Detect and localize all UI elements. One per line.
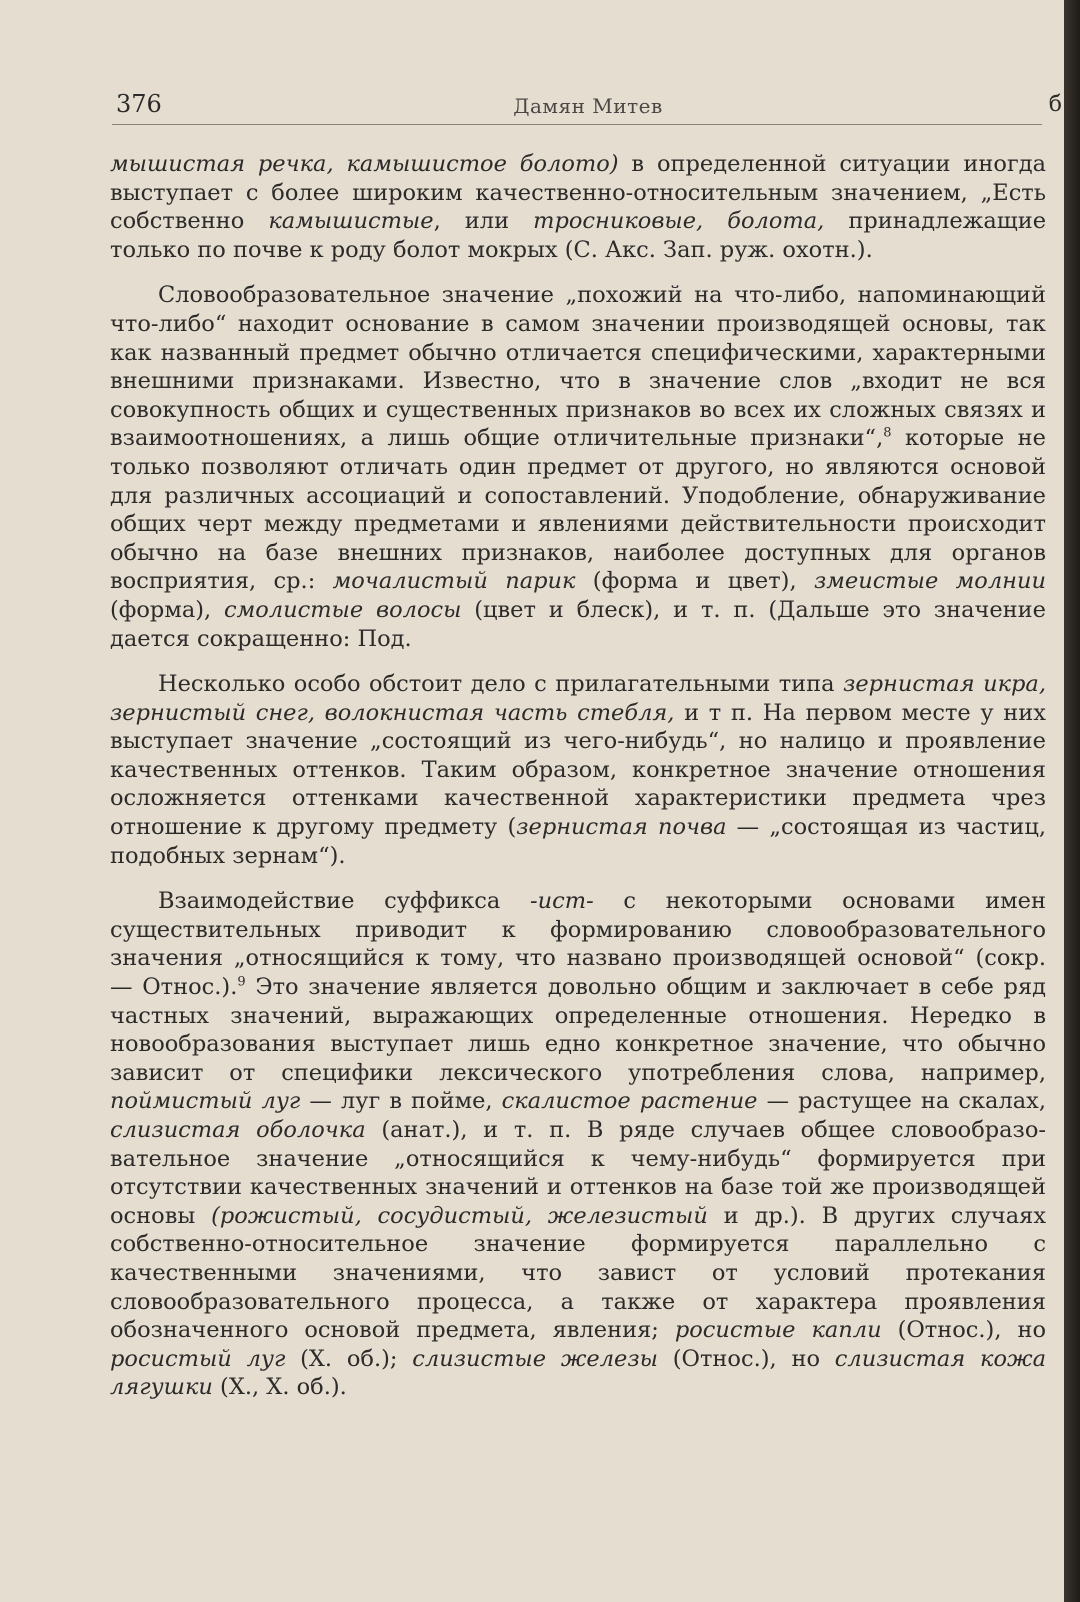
italic-text: слизистая кожа лягушки — [110, 1345, 1046, 1401]
body-text — [110, 150, 1046, 1419]
italic-text: (рожистый, сосудистый, железистый — [211, 1202, 708, 1229]
italic-text: скалистое растение — [501, 1088, 758, 1115]
text-run: Несколько особо обстоит дело с прилагательными типа — [158, 671, 844, 698]
italic-text: слизистые железы — [412, 1345, 658, 1372]
page-header — [112, 86, 1064, 126]
text-run: принадлежащие только по почве к роду болот мокрых (С. Акс. Зап. руж. охотн.). — [110, 208, 1047, 263]
text-run: (Х., Х. об.). — [212, 1374, 347, 1401]
paragraph — [110, 281, 1046, 653]
italic-text: змеистые молнии — [813, 568, 1046, 595]
text-run: — „состоящая из частиц, подобных зернам“). — [110, 814, 1047, 869]
text-run: с некоторыми основами имен существительных приводит к формированию словообразовательного значения „относящийся к тому, что названо производящей основой“ (сокр. — Относ.). — [110, 888, 1046, 1001]
text-run: (Х. об.); — [285, 1345, 413, 1372]
text-run: и др.). В других случаях собственно-относительное значение формируется параллельно с качественными значениями, что завист от условий протекания словообразовательного процесса, а также от характера проявления обозначенного основой предмета, явления; — [110, 1202, 1047, 1344]
italic-text: мышистая речка, камышистое болото) — [110, 151, 619, 177]
text-run: Взаимодействие суффикса — [158, 888, 531, 915]
book-edge — [1064, 0, 1080, 1602]
italic-text: тросниковые, болота, — [533, 208, 825, 235]
text-run: и т п. На первом месте у них выступает значение „состоящий из чего-нибудь“, но налицо и проявление качественных оттенков. Таким образом, конкретное значение отношения осложняется оттенками качественной характеристики предмета чрез отношение к другому предмету ( — [110, 699, 1046, 841]
text-run: (Относ.), но — [657, 1345, 835, 1372]
italic-text: мочалистый парик — [332, 568, 576, 595]
footnote-ref: 9 — [237, 974, 246, 990]
paragraph — [110, 887, 1046, 1402]
italic-text: поймистый луг — [110, 1088, 301, 1115]
edge-mark: б — [1048, 92, 1062, 117]
text-run: Это значение является довольно общим и заключает в себе ряд частных значений, выражающих определенные отношения. Нередко в новообразования выступает лишь едно конкретное значение, что обычно зависит от специфики лексического употребления слова, например, — [110, 974, 1046, 1086]
text-run: — растущее на скалах, — [757, 1088, 1046, 1115]
italic-text: росистый луг — [110, 1345, 286, 1372]
text-run: (форма и цвет), — [575, 568, 814, 595]
text-run: которые не только позволяют отличать один предмет от другого, но являются основой для различных ассоциаций и сопоставлений. Уподобление, обнаруживание общих черт между предметами и явлениями действительности происходит обычно на базе внешних признаков, наиболее доступных для органов восприятия, ср.: — [110, 425, 1046, 595]
italic-text: смолистые волосы — [224, 596, 462, 623]
italic-text: камышистые — [268, 208, 434, 235]
italic-text: -ист- — [530, 888, 594, 915]
page-number: 376 — [116, 90, 162, 118]
header-rule — [112, 124, 1042, 125]
text-run: (форма), — [110, 596, 224, 623]
italic-text: слизистая оболочка — [110, 1117, 366, 1143]
text-run: (анат.), и т. п. В ряде случаев общее словообразовательное значение „относящийся к чему-нибудь“ формируется при отсутствии качественных значений и оттенков на базе той же производящей основы — [110, 1117, 1046, 1229]
italic-text: росистые капли — [674, 1317, 882, 1344]
text-run: , или — [433, 208, 534, 235]
text-run: Словообразовательное значение „похожий на что-либо, напоминающий что-либо“ находит основание в самом значении производящей основы, так как названный предмет обычно отличается специфическими, характерными внешними признаками. Известно, что в значение слов „входит не вся совокупность общих и существенных признаков во всех их сложных связях и взаимоотношениях, а лишь общие отличительные признаки“, — [110, 282, 1046, 452]
italic-text: зернистая почва — [516, 814, 727, 841]
text-run: в определенной ситуации иногда выступает с более широким качественно-относительным значением, „Есть собственно — [110, 151, 1047, 235]
italic-text: зернистая икра, зернистый снег, волокнистая часть стебля, — [110, 671, 1046, 726]
running-head: Дамян Митев — [513, 94, 663, 118]
text-run: (цвет и блеск), и т. п. (Дальше это значение дается сокращенно: Под. — [110, 596, 1046, 652]
text-run: — луг в пойме, — [300, 1088, 502, 1115]
paragraph — [110, 150, 1046, 264]
paragraph — [110, 670, 1046, 870]
footnote-ref: 8 — [883, 425, 892, 441]
text-run: (Относ.), но — [881, 1317, 1047, 1344]
